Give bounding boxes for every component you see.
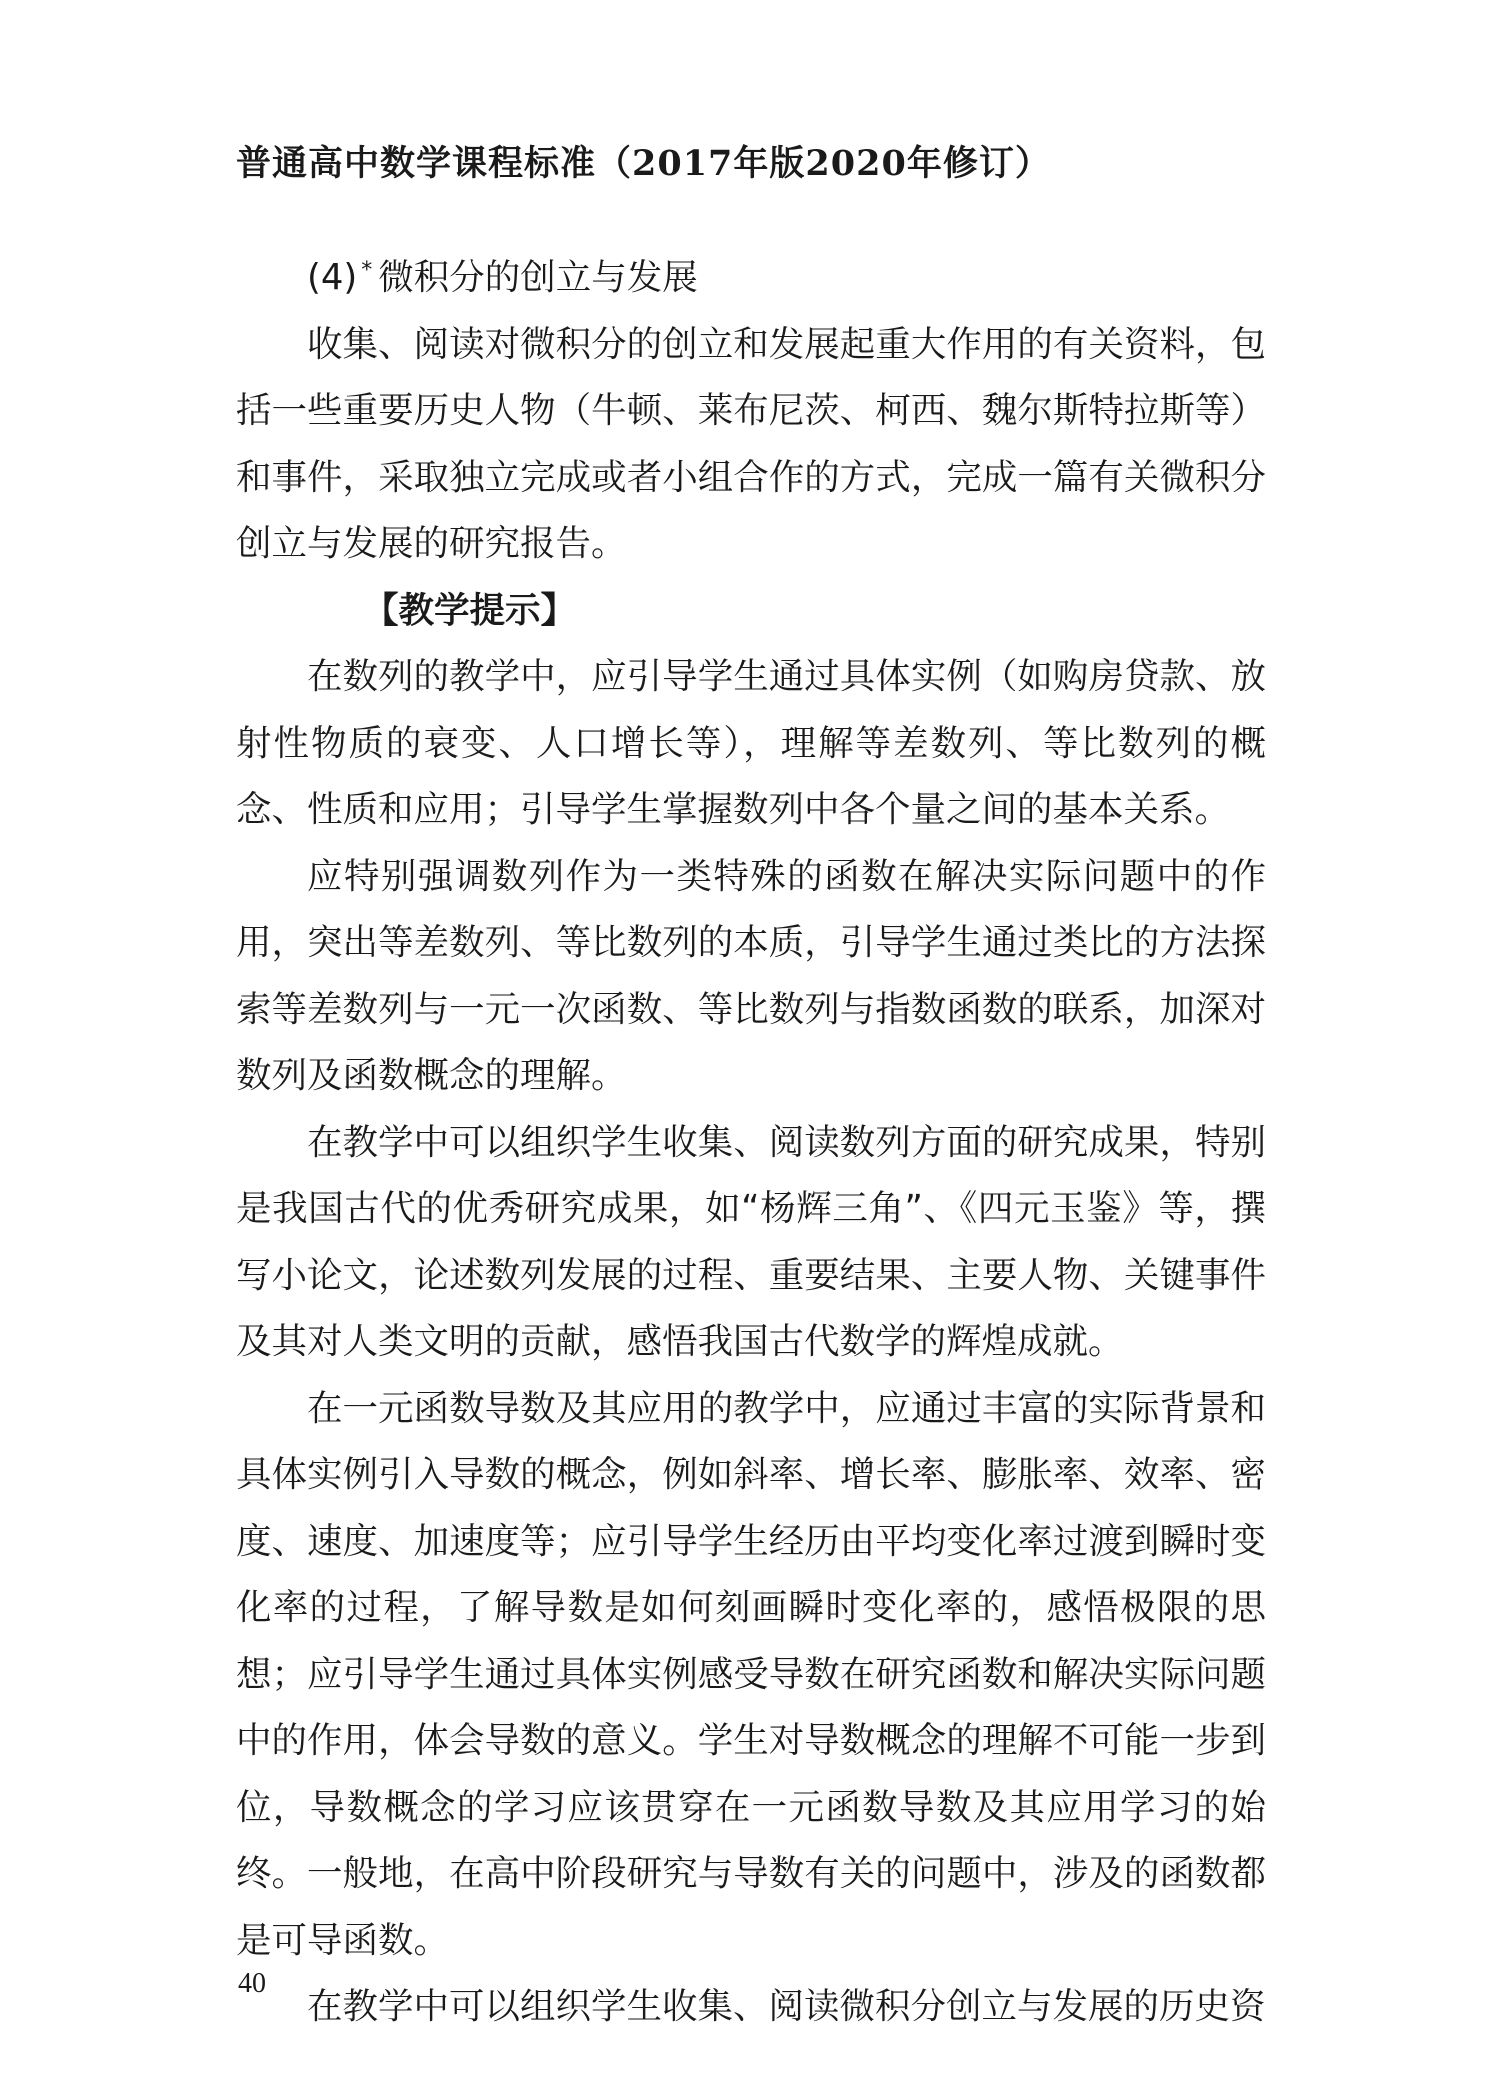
teaching-tips-paragraph: 在数列的教学中，应引导学生通过具体实例（如购房贷款、放射性物质的衰变、人口增长等），理解等差数列、等比数列的概念、性质和应用；引导学生掌握数列中各个量之间的基本关系。	[236, 656, 1266, 830]
running-header: 普通高中数学课程标准（2017年版2020年修订）	[236, 143, 1051, 184]
teaching-tips-paragraph: 应特别强调数列作为一类特殊的函数在解决实际问题中的作用，突出等差数列、等比数列的本质，引导学生通过类比的方法探索等差数列与一元一次函数、等比数列与指数函数的联系，加深对数列及函数概念的理解。	[236, 855, 1266, 1096]
teaching-tips-paragraph: 在一元函数导数及其应用的教学中，应通过丰富的实际背景和具体实例引入导数的概念，例如斜率、增长率、膨胀率、效率、密度、速度、加速度等；应引导学生经历由平均变化率过渡到瞬时变化率的过程，了解导数是如何刻画瞬时变化率的，感悟极限的思想；应引导学生通过具体实例感受导数在研究函数和解决实际问题中的作用，体会导数的意义。学生对导数概念的理解不可能一步到位，导数概念的学习应该贯穿在一元函数导数及其应用学习的始终。一般地，在高中阶段研究与导数有关的问题中，涉及的函数都是可导函数。	[236, 1387, 1266, 1961]
teaching-tips-paragraph: 在教学中可以组织学生收集、阅读数列方面的研究成果，特别是我国古代的优秀研究成果，如“杨辉三角”、《四元玉鉴》等，撰写小论文，论述数列发展的过程、重要结果、主要人物、关键事件及其对人类文明的贡献，感悟我国古代数学的辉煌成就。	[236, 1121, 1266, 1362]
section-4-paragraph: 收集、阅读对微积分的创立和发展起重大作用的有关资料，包括一些重要历史人物（牛顿、莱布尼茨、柯西、魏尔斯特拉斯等）和事件，采取独立完成或者小组合作的方式，完成一篇有关微积分创立与发展的研究报告。	[236, 323, 1266, 564]
teaching-tips-heading: 【教学提示】	[363, 589, 577, 631]
section-4-heading	[236, 238, 1266, 312]
teaching-tips-paragraph: 在教学中可以组织学生收集、阅读微积分创立与发展的历史资	[307, 1986, 1266, 2027]
page-number: 40	[238, 1968, 266, 1999]
body-text	[236, 238, 1266, 2041]
section-number: (4)	[307, 257, 358, 298]
optional-mark: *	[361, 258, 373, 283]
section-title: 微积分的创立与发展	[378, 257, 698, 298]
